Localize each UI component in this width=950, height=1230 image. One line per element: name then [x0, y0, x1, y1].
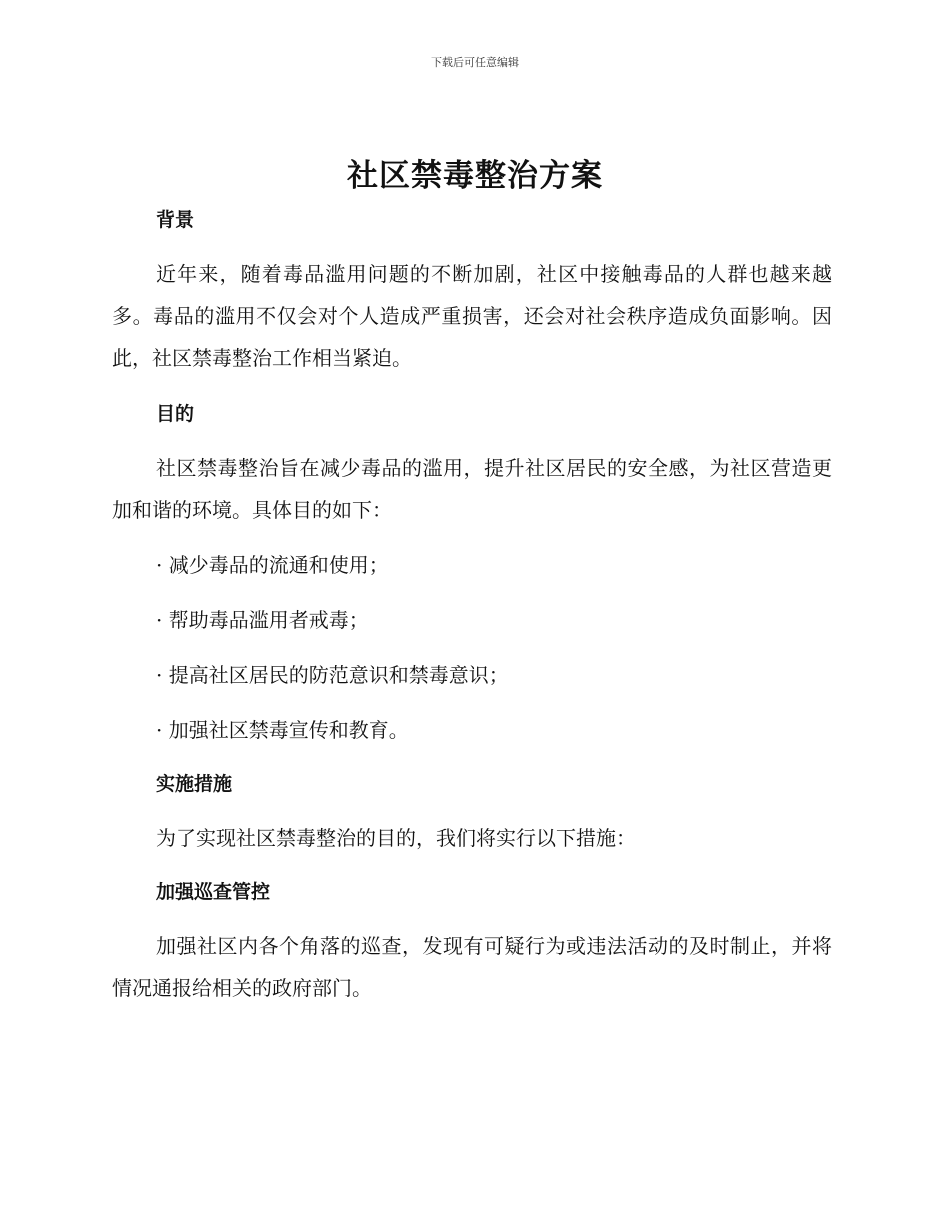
purpose-list-item: · 加强社区禁毒宣传和教育。: [156, 718, 409, 742]
section-heading-background: 背景: [156, 209, 195, 231]
section-heading-patrol: 加强巡查管控: [156, 881, 271, 903]
header-note: 下载后可任意编辑: [431, 56, 519, 69]
section-heading-purpose: 目的: [156, 403, 195, 425]
section-heading-measures: 实施措施: [156, 773, 233, 795]
purpose-list-item: · 减少毒品的流通和使用；: [156, 553, 389, 577]
document-body: [112, 200, 832, 1009]
document-title: 社区禁毒整治方案: [347, 158, 603, 194]
patrol-paragraph: 加强社区内各个角落的巡查，发现有可疑行为或违法活动的及时制止，并将情况通报给相关的政府部门。: [112, 934, 832, 1000]
measures-paragraph: 为了实现社区禁毒整治的目的，我们将实行以下措施：: [156, 826, 636, 850]
purpose-paragraph: 社区禁毒整治旨在减少毒品的滥用，提升社区居民的安全感，为社区营造更加和谐的环境。具体目的如下：: [112, 456, 832, 522]
background-paragraph: 近年来，随着毒品滥用问题的不断加剧，社区中接触毒品的人群也越来越多。毒品的滥用不仅会对个人造成严重损害，还会对社会秩序造成负面影响。因此，社区禁毒整治工作相当紧迫。: [112, 262, 832, 370]
purpose-list-item: · 提高社区居民的防范意识和禁毒意识；: [156, 663, 509, 687]
purpose-list-item: · 帮助毒品滥用者戒毒；: [156, 608, 369, 632]
